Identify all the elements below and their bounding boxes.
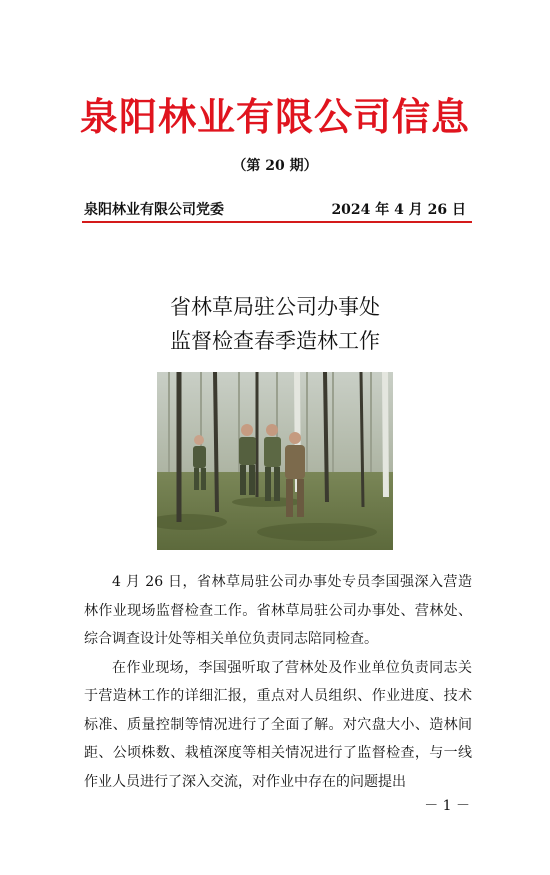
paragraph-1: 4 月 26 日，省林草局驻公司办事处专员李国强深入营造林作业现场监督检查工作。省林草局驻公司办事处、营林处、综合调查设计处等相关单位负责同志陪同检查。 [84,574,472,647]
issue-date: 2024 年 4 月 26 日 [331,202,466,218]
page-number: － 1 － [424,798,470,814]
article-title-line-2: 监督检查春季造林工作 [170,329,380,353]
article-title [0,290,550,358]
issue-number: （第 20 期） [232,158,318,174]
issuer-name: 泉阳林业有限公司党委 [84,202,224,218]
paragraph-2: 在作业现场，李国强听取了营林处及作业单位负责同志关于营造林工作的详细汇报，重点对人员组织、作业进度、技术标准、质量控制等情况进行了全面了解。对穴盘大小、造林间距、公顷株数、栽植深度等相关情况进行了监督检查，与一线作业人员进行了深入交流，对作业中存在的问题提出 [84,659,472,790]
article-body [84,568,472,796]
article-title-line-1: 省林草局驻公司办事处 [170,295,380,319]
masthead-title: 泉阳林业有限公司信息 [79,95,470,139]
forest-inspection-photo [157,372,393,550]
header-divider [82,221,472,223]
